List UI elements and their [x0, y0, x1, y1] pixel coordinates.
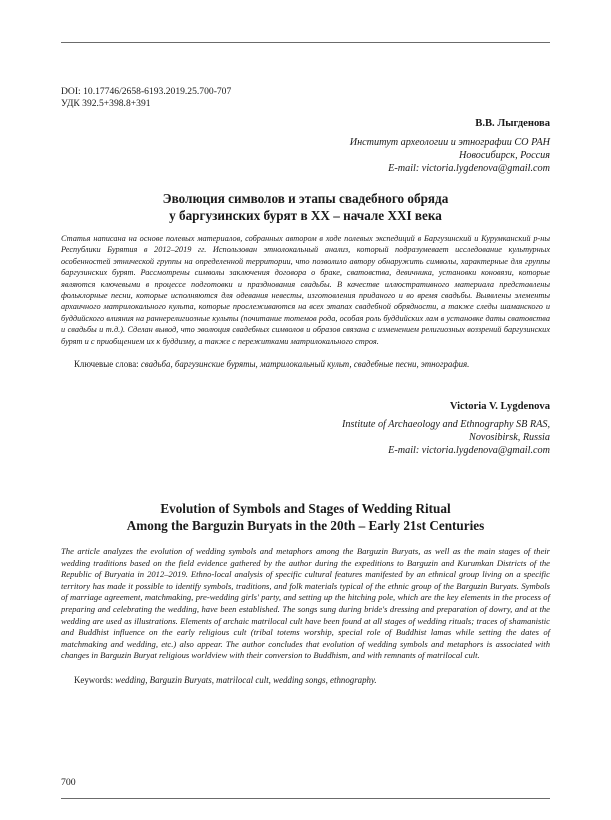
title-ru-line1: Эволюция символов и этапы свадебного обряда: [162, 191, 449, 206]
keywords-en: [74, 675, 377, 685]
author-en: Victoria V. Lygdenova: [449, 401, 550, 412]
title-en-line1: Evolution of Symbols and Stages of Wedding Ritual: [160, 501, 451, 516]
title-ru: [61, 190, 550, 224]
bottom-rule: [61, 798, 550, 799]
article-identifiers: [61, 86, 231, 110]
abstract-en: The article analyzes the evolution of wedding symbols and metaphors among the Barguzin Buryats, as well as the main stages of their wedding traditions based on the field evidence gathered by the author during the expeditions to Barguzin and Kurumkan Districts of the Republic of Buryatia in 2012–2019. Ethno-local analysis of specific cultural features manifested by an ethnical group living on a specific territory has made it possible to identify symbols, traditions, and folk materials typical of the ethnic group of the Barguzin Buryats. Symbols of marriage agreement, matchmaking, pre-wedding girls' party, and setting up the hitching pole, which are the key elements in the process of preparing and celebrating the wedding, have been established. The songs sung during bride's dressing and preparation of dowry, and at the wedding are used as illustrations. Elements of archaic matrilocal cult have been found at all stages of wedding rituals; traces of shamanistic and Buddhist influence on the early religious cult (tribal totems worship, special role of Buddhist lamas while setting the dates of matchmaking and wedding, etc.) also appear. The author concludes that evolution of wedding symbols and metaphors is associated with changes in Barguzin Buryat religious worldview with their conversion to Buddhism, and with remnants of matrilocal cult.: [61, 546, 550, 661]
affiliation-ru: [350, 136, 550, 175]
keywords-en-value: wedding, Barguzin Buryats, matrilocal cult, wedding songs, ethnography.: [115, 675, 377, 685]
keywords-en-label: Keywords:: [74, 675, 113, 685]
institute-en: Institute of Archaeology and Ethnography SB RAS,: [342, 419, 550, 430]
udk: УДК 392.5+398.8+391: [61, 98, 151, 109]
keywords-ru-label: Ключевые слова:: [74, 359, 139, 369]
author-ru: В.В. Лыгденова: [475, 118, 550, 129]
doi: DOI: 10.17746/2658-6193.2019.25.700-707: [61, 86, 232, 97]
institute-ru: Институт археологии и этнографии СО РАН: [349, 137, 550, 148]
top-rule: [61, 42, 550, 43]
email-ru: E-mail: victoria.lygdenova@gmail.com: [388, 163, 550, 174]
abstract-ru: Статья написана на основе полевых материалов, собранных автором в ходе полевых экспедиций в Баргузинский и Курумканский р-ны Республики Бурятия в 2012–2019 гг. Использован этнолокальный анализ, который подразумевает исследование культурных особенностей этнической группы на определенной территории, что позволило автору обнаружить символы, характерные для группы баргузинских бурят. Рассмотрены символы заключения договора о браке, сватовства, девичника, установки коновязи, которые являются ключевыми в процессе подготовки и празднования свадьбы. В качестве иллюстративного материала представлены фольклорные песни, которые исполняются для одевания невесты, изготовления приданого и во время свадьбы. Выявлены элементы архаичного матрилокального культа, которые прослеживаются на всех этапах свадебной обрядности, а также следы шаманского и буддийского влияния на раннерелигиозные культы (почитание тотемов рода, особая роль буддийских лам в установке даты сватовства и свадьбы и т.д.). Сделан вывод, что эволюция свадебных символов и образов связана с изменением религиозных воззрений баргузинских бурят и с приобщением их к буддизму, а также с пережитками матрилокального строя.: [61, 234, 550, 346]
page-number: 700: [61, 777, 76, 788]
keywords-ru-value: свадьба, баргузинские буряты, матрилокальный культ, свадебные песни, этнография.: [140, 359, 470, 369]
affiliation-en: [342, 418, 550, 457]
title-ru-line2: у баргузинских бурят в ХХ – начале XXI века: [169, 208, 442, 223]
title-en: [61, 500, 550, 534]
location-ru: Новосибирск, Россия: [459, 150, 550, 161]
keywords-ru: [74, 359, 469, 369]
email-en: E-mail: victoria.lygdenova@gmail.com: [388, 445, 550, 456]
location-en: Novosibirsk, Russia: [469, 432, 550, 443]
title-en-line2: Among the Barguzin Buryats in the 20th – Early 21st Centuries: [126, 518, 485, 533]
